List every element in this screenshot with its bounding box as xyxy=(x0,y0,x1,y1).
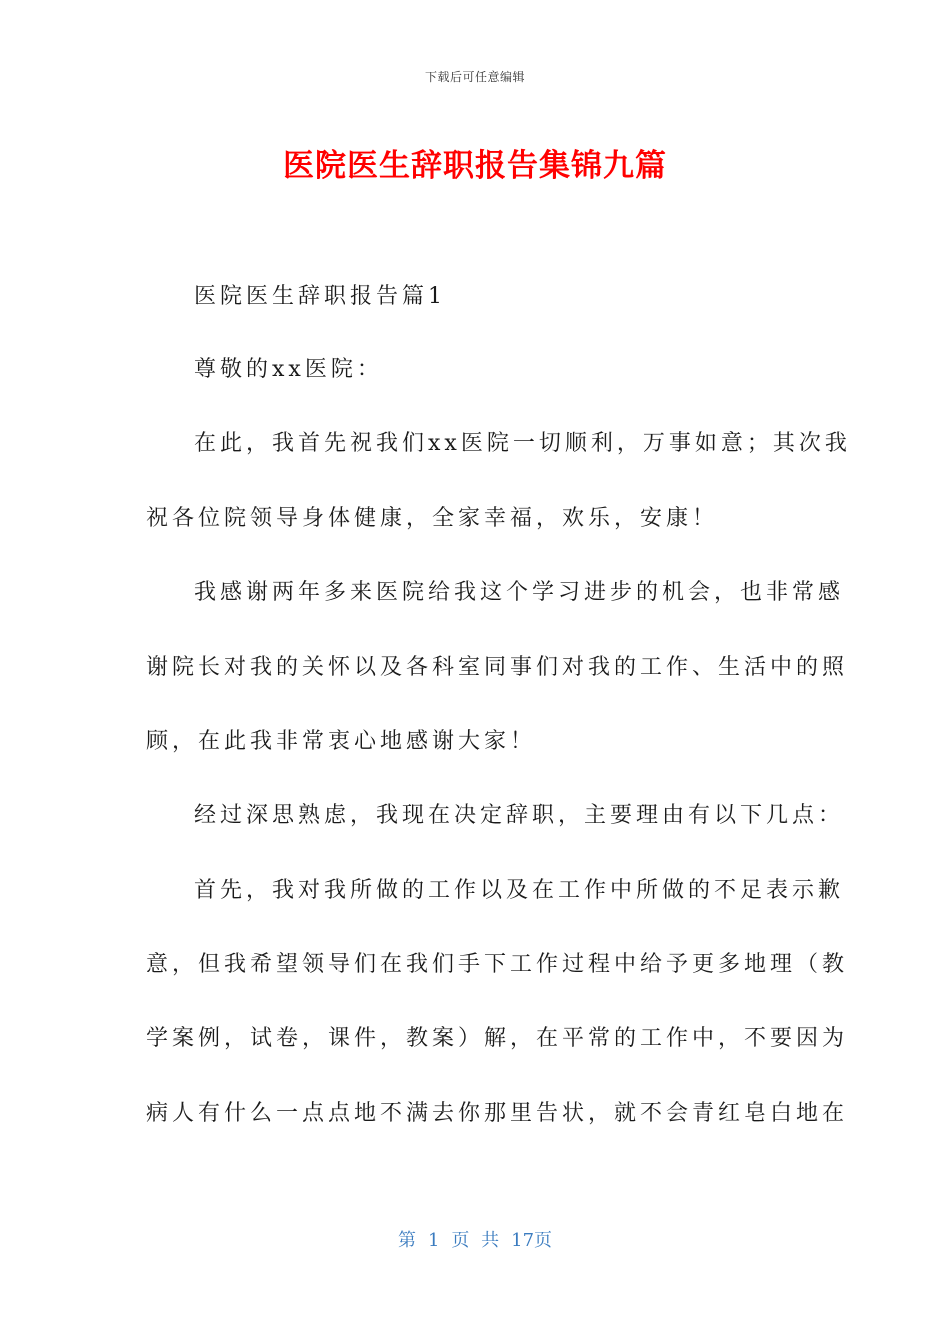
footer-current-page: 1 xyxy=(427,1230,440,1251)
footer-prefix: 第 xyxy=(397,1230,416,1251)
paragraph-line: 病人有什么一点点地不满去你那里告状，就不会青红皂白地在 xyxy=(146,1101,849,1126)
paragraph-line: 谢院长对我的关怀以及各科室同事们对我的工作、生活中的照 xyxy=(146,655,849,680)
section-heading: 医院医生辞职报告篇1 xyxy=(194,284,446,309)
paragraph-line: 学案例，试卷，课件，教案）解，在平常的工作中，不要因为 xyxy=(146,1026,849,1051)
paragraph-line: 首先，我对我所做的工作以及在工作中所做的不足表示歉 xyxy=(194,878,845,903)
page-footer xyxy=(0,1226,950,1252)
paragraph-line: 经过深思熟虑，我现在决定辞职，主要理由有以下几点： xyxy=(194,803,845,828)
paragraph-line: 意，但我希望领导们在我们手下工作过程中给予更多地理（教 xyxy=(146,952,849,977)
footer-middle: 页 共 xyxy=(451,1230,500,1251)
header-note: 下载后可任意编辑 xyxy=(424,70,525,84)
paragraph-line: 在此，我首先祝我们xx医院一切顺利，万事如意；其次我 xyxy=(194,431,851,456)
paragraph-line: 顾，在此我非常衷心地感谢大家！ xyxy=(146,729,537,754)
salutation: 尊敬的xx医院： xyxy=(194,357,383,382)
paragraph-line: 祝各位院领导身体健康，全家幸福，欢乐，安康！ xyxy=(146,506,719,531)
document-title: 医院医生辞职报告集锦九篇 xyxy=(283,148,667,184)
footer-total-pages: 17页 xyxy=(511,1230,553,1251)
paragraph-line: 我感谢两年多来医院给我这个学习进步的机会，也非常感 xyxy=(194,580,845,605)
